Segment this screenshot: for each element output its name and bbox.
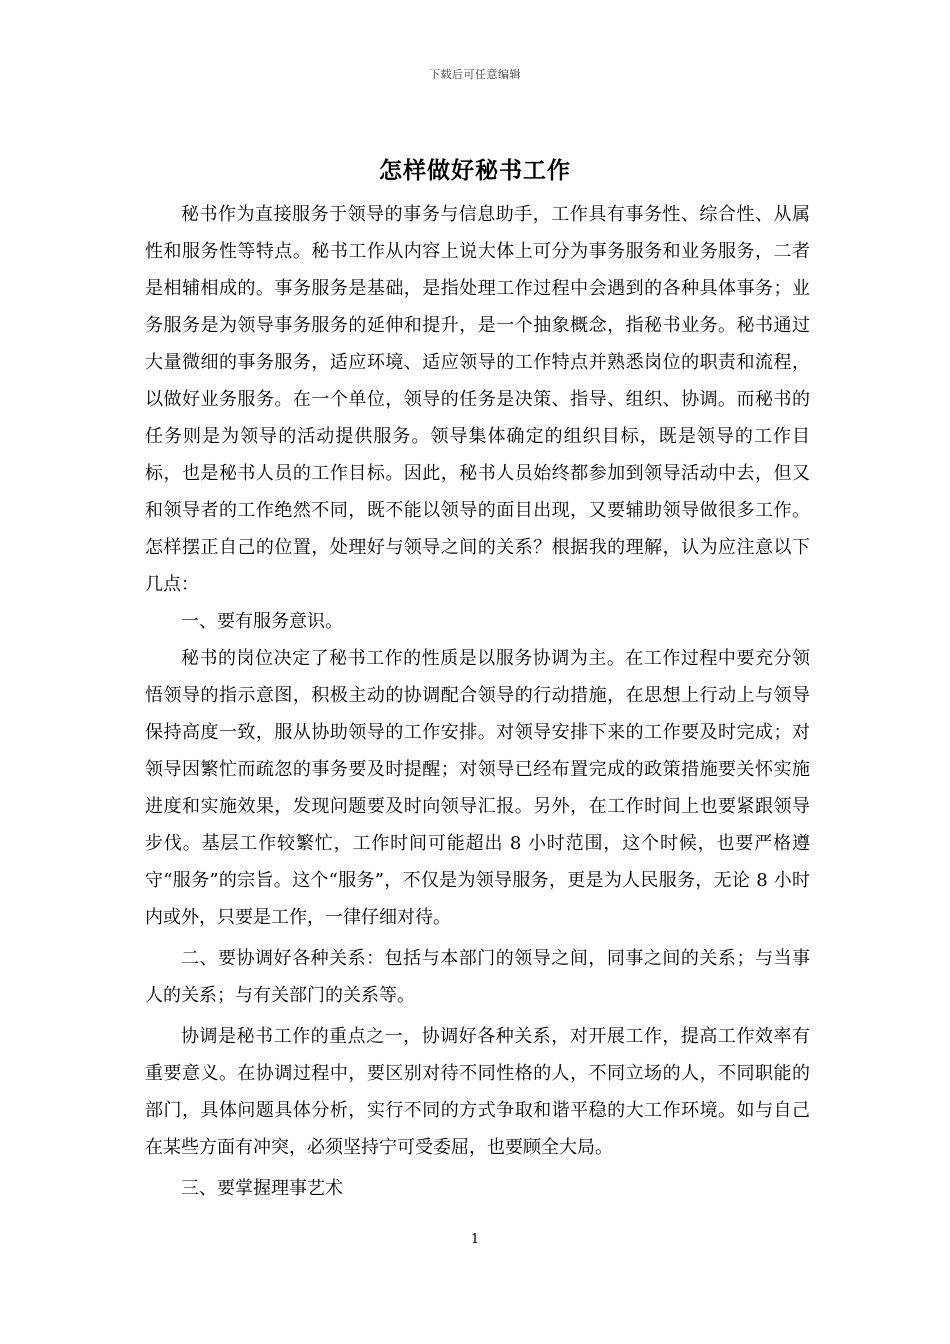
page-number: 1 (470, 1232, 480, 1247)
paragraph-intro: 秘书作为直接服务于领导的事务与信息助手，工作具有事务性、综合性、从属性和服务性等特点。秘书工作从内容上说大体上可分为事务服务和业务服务，二者是相辅相成的。事务服务是基础，是指处理工作过程中会遇到的各种具体事务；业务服务是为领导事务服务的延伸和提升，是一个抽象概念，指秘书业务。秘书通过大量微细的事务服务，适应环境、适应领导的工作特点并熟悉岗位的职责和流程，以做好业务服务。在一个单位，领导的任务是决策、指导、组织、协调。而秘书的任务则是为领导的活动提供服务。领导集体确定的组织目标，既是领导的工作目标，也是秘书人员的工作目标。因此，秘书人员始终都参加到领导活动中去，但又和领导者的工作绝然不同，既不能以领导的面目出现，又要辅助领导做很多工作。怎样摆正自己的位置，处理好与领导之间的关系？根据我的理解，认为应注意以下几点： (145, 204, 810, 595)
paragraph-service: 秘书的岗位决定了秘书工作的性质是以服务协调为主。在工作过程中要充分领悟领导的指示意图，积极主动的协调配合领导的行动措施，在思想上行动上与领导保持高度一致，服从协助领导的工作安排。对领导安排下来的工作要及时完成；对领导因繁忙而疏忽的事务要及时提醒；对领导已经布置完成的政策措施要关怀实施进度和实施效果，发现问题要及时向领导汇报。另外，在工作时间上也要紧跟领导步伐。基层工作较繁忙，工作时间可能超出 8 小时范围，这个时候，也要严格遵守“服务”的宗旨。这个“服务”，不仅是为领导服务，更是为人民服务，无论 8 小时内或外，只要是工作，一律仔细对待。 (145, 648, 810, 928)
section-heading-1: 一、要有服务意识。 (181, 611, 343, 632)
section-heading-2: 二、要协调好各种关系：包括与本部门的领导之间，同事之间的关系；与当事人的关系；与有关部门的关系等。 (145, 948, 810, 1006)
document-body (145, 196, 810, 1207)
paragraph-coordination: 协调是秘书工作的重点之一，协调好各种关系，对开展工作，提高工作效率有重要意义。在协调过程中，要区别对待不同性格的人，不同立场的人，不同职能的部门，具体问题具体分析，实行不同的方式争取和谐平稳的大工作环境。如与自己在某些方面有冲突，必须坚持宁可受委屈，也要顾全大局。 (145, 1026, 810, 1158)
document-title: 怎样做好秘书工作 (379, 157, 571, 184)
section-heading-3: 三、要掌握理事艺术 (181, 1178, 343, 1199)
header-note: 下载后可任意编辑 (429, 68, 521, 81)
